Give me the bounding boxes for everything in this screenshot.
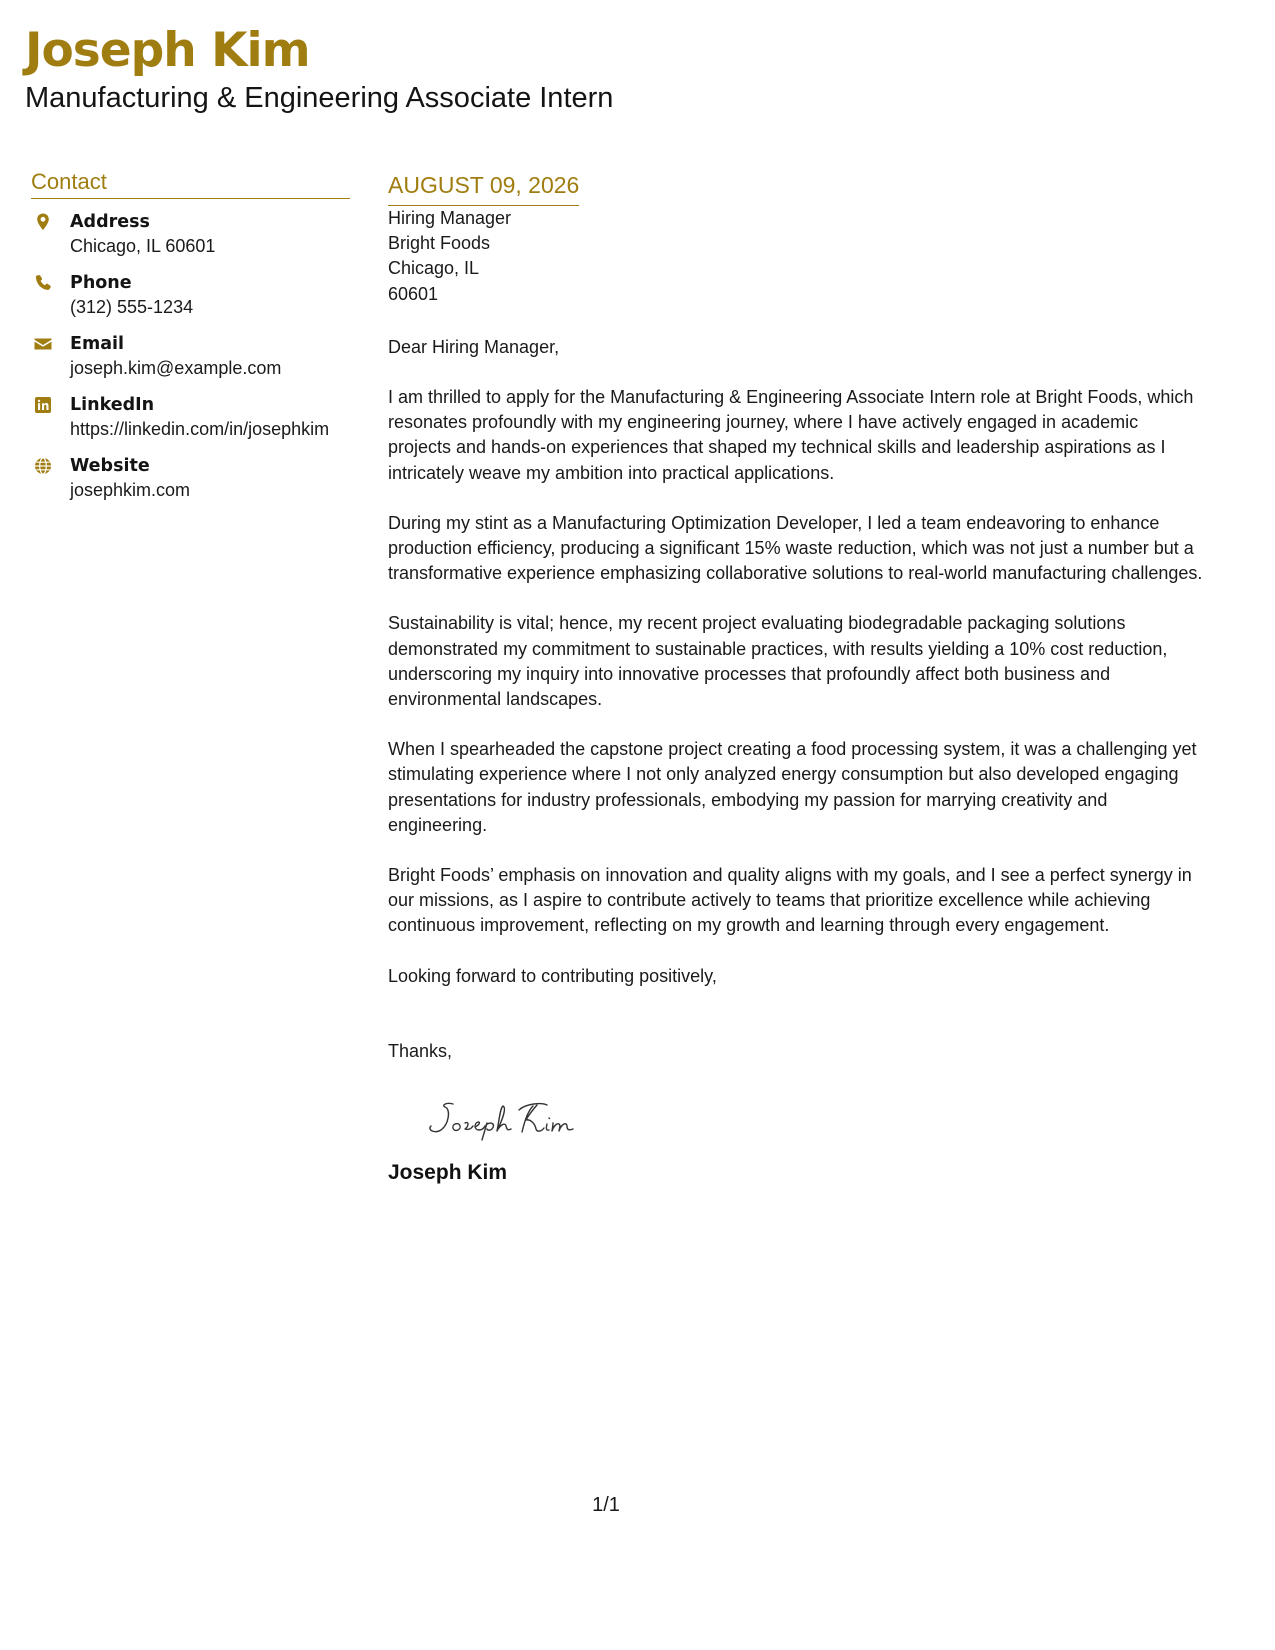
contact-label: LinkedIn bbox=[70, 395, 155, 415]
contact-value[interactable]: https://linkedin.com/in/josephkim bbox=[70, 419, 330, 439]
cover-letter-body bbox=[388, 170, 1203, 1186]
contact-linkedin bbox=[31, 392, 350, 441]
recipient-block bbox=[388, 206, 1203, 307]
contact-value: joseph.kim@example.com bbox=[70, 358, 282, 378]
signature-name: Joseph Kim bbox=[388, 1161, 508, 1185]
job-title: Manufacturing & Engineering Associate Intern bbox=[25, 82, 614, 114]
envelope-icon bbox=[33, 334, 53, 354]
page-number: 1/1 bbox=[592, 1494, 620, 1516]
closing-line: Looking forward to contributing positively, bbox=[388, 965, 717, 986]
linkedin-icon bbox=[33, 395, 53, 415]
contact-label: Email bbox=[70, 334, 124, 354]
phone-icon bbox=[33, 273, 53, 293]
recipient-line: 60601 bbox=[388, 283, 439, 304]
salutation: Dear Hiring Manager, bbox=[388, 336, 560, 357]
letter-paragraph: When I spearheaded the capstone project creating a food processing system, it was a challenging yet stimulating experience where I not only analyzed energy consumption but also developed engaging presentations for industry professionals, embodying my passion for marrying creativity and engineering. bbox=[388, 739, 1197, 835]
recipient-line: Chicago, IL bbox=[388, 258, 480, 279]
letter-paragraph: During my stint as a Manufacturing Optimization Developer, I led a team endeavoring to enhance production efficiency, producing a significant 15% waste reduction, which was not just a number but a transformative experience emphasizing collaborative solutions to real-world manufacturing challenges. bbox=[388, 512, 1203, 584]
contact-address bbox=[31, 209, 350, 258]
contact-phone bbox=[31, 270, 350, 319]
contact-email bbox=[31, 331, 350, 380]
contact-value[interactable]: josephkim.com bbox=[70, 480, 191, 500]
letter-date: AUGUST 09, 2026 bbox=[388, 170, 579, 206]
contact-website bbox=[31, 453, 350, 502]
contact-label: Website bbox=[70, 456, 150, 476]
contact-sidebar bbox=[31, 168, 350, 514]
letter-paragraph: I am thrilled to apply for the Manufacturing & Engineering Associate Intern role at Bright Foods, which resonates profoundly with my engineering journey, where I have actively engaged in academic projects and hands-on experiences that shaped my technical skills and leadership aspirations as I intricately weave my ambition into practical applications. bbox=[388, 387, 1194, 483]
globe-icon bbox=[33, 456, 53, 476]
signoff: Thanks, bbox=[388, 1040, 453, 1061]
handwritten-signature bbox=[423, 1096, 603, 1142]
recipient-line: Bright Foods bbox=[388, 233, 491, 254]
map-pin-icon bbox=[33, 212, 53, 232]
contact-label: Phone bbox=[70, 273, 132, 293]
contact-value: (312) 555-1234 bbox=[70, 297, 194, 317]
recipient-line: Hiring Manager bbox=[388, 208, 512, 228]
applicant-name: Joseph Kim bbox=[25, 23, 310, 78]
letter-paragraph: Sustainability is vital; hence, my recent project evaluating biodegradable packaging solutions demonstrated my commitment to sustainable practices, with results yielding a 10% cost reduction, underscoring my inquiry into innovative processes that profoundly affect both business and environmental landscapes. bbox=[388, 613, 1168, 710]
contact-value: Chicago, IL 60601 bbox=[70, 236, 216, 256]
contact-label: Address bbox=[70, 212, 150, 232]
contact-section-title: Contact bbox=[31, 168, 350, 199]
letter-paragraph: Bright Foods’ emphasis on innovation and quality aligns with my goals, and I see a perfect synergy in our missions, as I aspire to contribute actively to teams that prioritize excellence while achieving continuous improvement, reflecting on my growth and learning through every engagement. bbox=[388, 865, 1192, 936]
